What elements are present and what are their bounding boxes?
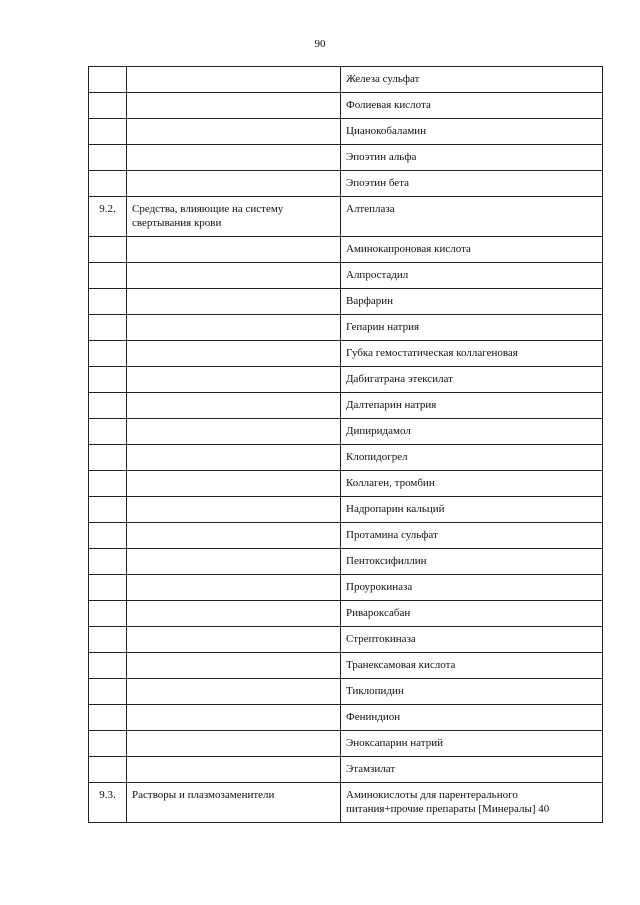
drug-name-cell: Транексамовая кислота [341,653,603,679]
table-row [89,67,603,93]
row-number-cell [89,145,127,171]
drug-name-cell: Далтепарин натрия [341,393,603,419]
group-name-cell [127,119,341,145]
drug-name-cell: Дипиридамол [341,419,603,445]
group-name-cell [127,341,341,367]
table-row [89,263,603,289]
page-number: 90 [314,38,326,50]
table-row [89,315,603,341]
row-number-cell [89,523,127,549]
group-name-cell [127,549,341,575]
table-row [89,705,603,731]
group-name-cell [127,445,341,471]
table-row [89,627,603,653]
drug-name-cell: Этамзилат [341,757,603,783]
row-number-cell [89,119,127,145]
group-name-cell [127,731,341,757]
drug-name-cell: Гепарин натрия [341,315,603,341]
group-name-cell [127,471,341,497]
table-row [89,197,603,237]
row-number-cell [89,471,127,497]
group-name-cell [127,705,341,731]
row-number-cell [89,757,127,783]
drug-name-cell: Фолиевая кислота [341,93,603,119]
row-number-cell [89,601,127,627]
group-name-cell [127,367,341,393]
table-row [89,575,603,601]
drug-name-cell: Цианокобаламин [341,119,603,145]
group-name-cell [127,393,341,419]
row-number-cell [89,393,127,419]
row-number-cell [89,67,127,93]
drug-name-cell: Ривароксабан [341,601,603,627]
drug-name-cell: Варфарин [341,289,603,315]
group-name-cell [127,601,341,627]
row-number-cell [89,367,127,393]
group-name-cell: Растворы и плазмозаменители [127,783,341,823]
drug-name-cell: Эпоэтин альфа [341,145,603,171]
row-number-cell [89,705,127,731]
drug-name-cell: Тиклопидин [341,679,603,705]
table-row [89,549,603,575]
table-row [89,393,603,419]
table-row [89,237,603,263]
table-row [89,523,603,549]
table-row [89,289,603,315]
group-name-cell [127,67,341,93]
drug-name-cell: Эпоэтин бета [341,171,603,197]
group-name-cell [127,289,341,315]
group-name-cell [127,171,341,197]
drug-table-body [89,67,603,823]
drug-name-cell: Надропарин кальций [341,497,603,523]
table-row [89,497,603,523]
drug-name-cell: Стрептокиназа [341,627,603,653]
group-name-cell [127,679,341,705]
row-number-cell [89,679,127,705]
row-number-cell [89,445,127,471]
table-row [89,419,603,445]
table-row [89,731,603,757]
table-row [89,601,603,627]
row-number-cell: 9.3. [89,783,127,823]
row-number-cell [89,341,127,367]
drug-name-cell: Протамина сульфат [341,523,603,549]
table-row [89,783,603,823]
drug-name-cell: Пентоксифиллин [341,549,603,575]
row-number-cell [89,653,127,679]
drug-name-cell: Проурокиназа [341,575,603,601]
drug-name-cell: Дабигатрана этексилат [341,367,603,393]
group-name-cell [127,653,341,679]
row-number-cell [89,419,127,445]
table-row [89,93,603,119]
group-name-cell [127,497,341,523]
table-row [89,679,603,705]
row-number-cell [89,315,127,341]
row-number-cell [89,237,127,263]
table-row [89,171,603,197]
row-number-cell [89,171,127,197]
row-number-cell [89,575,127,601]
group-name-cell [127,315,341,341]
drug-name-cell: Алтеплаза [341,197,603,237]
group-name-cell [127,627,341,653]
row-number-cell [89,497,127,523]
group-name-cell [127,263,341,289]
row-number-cell [89,93,127,119]
group-name-cell [127,575,341,601]
table-row [89,119,603,145]
table-row [89,341,603,367]
group-name-cell [127,523,341,549]
drug-name-cell: Фениндион [341,705,603,731]
table-row [89,445,603,471]
group-name-cell [127,757,341,783]
row-number-cell [89,731,127,757]
table-row [89,145,603,171]
group-name-cell [127,93,341,119]
drug-name-cell: Алпростадил [341,263,603,289]
drug-name-cell: Губка гемостатическая коллагеновая [341,341,603,367]
drug-list-table [88,66,603,823]
row-number-cell [89,289,127,315]
row-number-cell: 9.2. [89,197,127,237]
drug-name-cell: Коллаген, тромбин [341,471,603,497]
row-number-cell [89,263,127,289]
drug-name-cell: Эноксапарин натрий [341,731,603,757]
group-name-cell [127,145,341,171]
drug-name-cell: Железа сульфат [341,67,603,93]
drug-name-cell: Аминокислоты для парентерального питания+прочие препараты [Минералы] 40 [341,783,603,823]
table-row [89,367,603,393]
drug-name-cell: Аминокапроновая кислота [341,237,603,263]
group-name-cell: Средства, влияющие на систему свертывания крови [127,197,341,237]
table-row [89,653,603,679]
group-name-cell [127,419,341,445]
table-row [89,757,603,783]
table-row [89,471,603,497]
drug-name-cell: Клопидогрел [341,445,603,471]
group-name-cell [127,237,341,263]
row-number-cell [89,627,127,653]
row-number-cell [89,549,127,575]
